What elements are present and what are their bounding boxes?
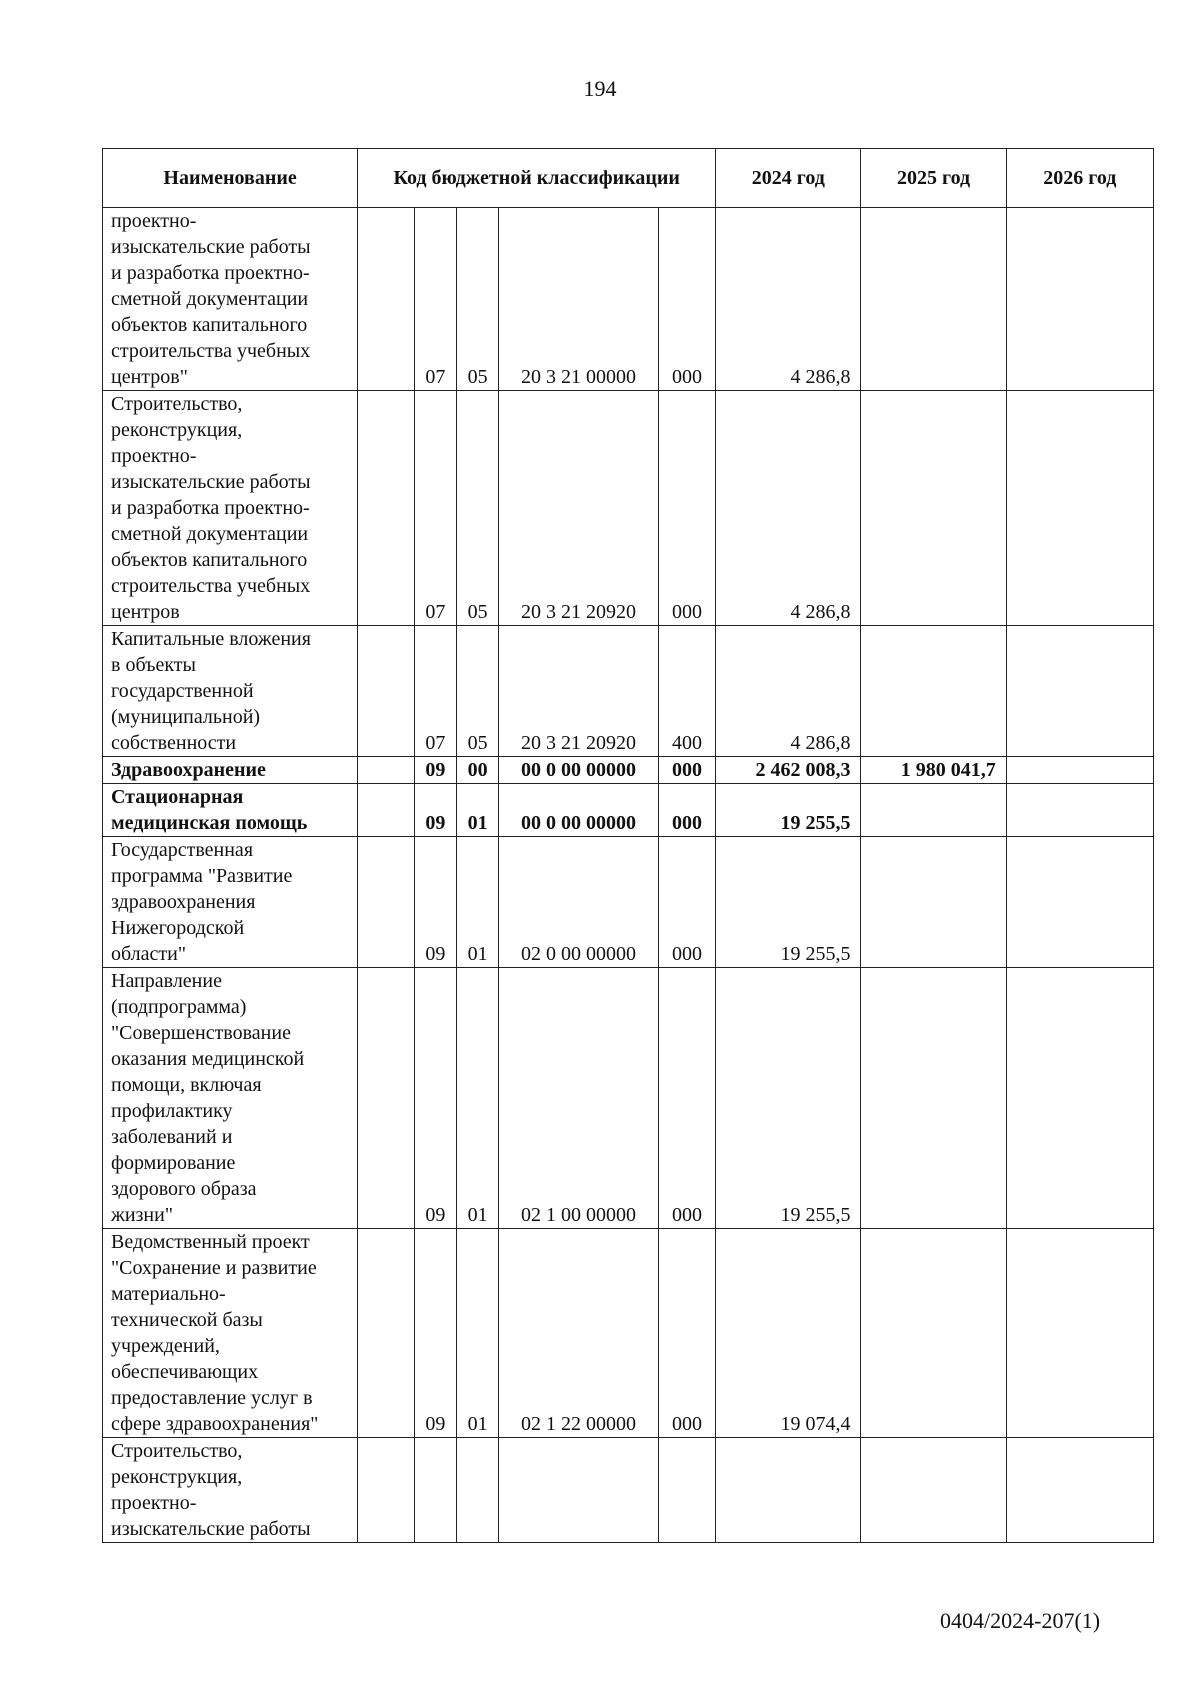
header-2026: 2026 год [1006, 149, 1153, 208]
value-2025 [861, 968, 1006, 1229]
value-2024: 4 286,8 [716, 626, 861, 757]
code-target-article [499, 1438, 658, 1543]
value-2024: 19 074,4 [716, 1229, 861, 1438]
table-header-row [103, 149, 1154, 208]
row-name: проектно- изыскательские работы и разработка проектно- сметной документации объектов капитального строительства учебных центров" [103, 208, 358, 391]
table-row [103, 391, 1154, 626]
row-name: Капитальные вложения в объекты государственной (муниципальной) собственности [103, 626, 358, 757]
code-section: 07 [414, 626, 456, 757]
code-expense-type [658, 1438, 716, 1543]
code-target-article: 20 3 21 20920 [499, 391, 658, 626]
value-2026 [1006, 208, 1153, 391]
code-target-article: 00 0 00 00000 [499, 757, 658, 784]
code-section [414, 1438, 456, 1543]
code-part-1 [358, 968, 414, 1229]
value-2024: 19 255,5 [716, 784, 861, 837]
value-2026 [1006, 1229, 1153, 1438]
value-2024 [716, 1438, 861, 1543]
value-2025 [861, 391, 1006, 626]
code-expense-type: 000 [658, 391, 716, 626]
code-subsection: 01 [457, 968, 499, 1229]
code-section: 07 [414, 391, 456, 626]
code-part-1 [358, 1438, 414, 1543]
value-2026 [1006, 837, 1153, 968]
value-2024: 19 255,5 [716, 837, 861, 968]
value-2026 [1006, 1438, 1153, 1543]
code-expense-type: 000 [658, 968, 716, 1229]
code-expense-type: 400 [658, 626, 716, 757]
code-part-1 [358, 208, 414, 391]
table-row [103, 837, 1154, 968]
code-part-1 [358, 391, 414, 626]
code-subsection: 05 [457, 208, 499, 391]
table-row [103, 208, 1154, 391]
code-target-article: 20 3 21 20920 [499, 626, 658, 757]
value-2026 [1006, 391, 1153, 626]
value-2024: 4 286,8 [716, 208, 861, 391]
value-2025 [861, 208, 1006, 391]
table-body [103, 208, 1154, 1543]
code-subsection: 01 [457, 837, 499, 968]
code-section: 07 [414, 208, 456, 391]
code-part-1 [358, 1229, 414, 1438]
header-name: Наименование [103, 149, 358, 208]
code-target-article: 02 1 00 00000 [499, 968, 658, 1229]
value-2025 [861, 1229, 1006, 1438]
code-target-article: 02 1 22 00000 [499, 1229, 658, 1438]
code-expense-type: 000 [658, 784, 716, 837]
header-code: Код бюджетной классификации [358, 149, 716, 208]
value-2025 [861, 784, 1006, 837]
code-subsection: 01 [457, 784, 499, 837]
code-subsection: 05 [457, 626, 499, 757]
table-row [103, 968, 1154, 1229]
value-2024: 2 462 008,3 [716, 757, 861, 784]
table-row [103, 1229, 1154, 1438]
value-2026 [1006, 784, 1153, 837]
table-row [103, 1438, 1154, 1543]
row-name: Государственная программа "Развитие здравоохранения Нижегородской области" [103, 837, 358, 968]
table-row [103, 784, 1154, 837]
value-2024: 4 286,8 [716, 391, 861, 626]
code-part-1 [358, 784, 414, 837]
code-subsection [457, 1438, 499, 1543]
row-name: Строительство, реконструкция, проектно- изыскательские работы и разработка проектно- сметной документации объектов капитального строительства учебных центров [103, 391, 358, 626]
header-2024: 2024 год [716, 149, 861, 208]
code-part-1 [358, 757, 414, 784]
table-row [103, 757, 1154, 784]
value-2026 [1006, 626, 1153, 757]
code-subsection: 00 [457, 757, 499, 784]
code-target-article: 20 3 21 00000 [499, 208, 658, 391]
code-expense-type: 000 [658, 837, 716, 968]
value-2025 [861, 837, 1006, 968]
value-2026 [1006, 968, 1153, 1229]
document-id: 0404/2024-207(1) [940, 1608, 1101, 1633]
value-2024: 19 255,5 [716, 968, 861, 1229]
code-section: 09 [414, 757, 456, 784]
code-target-article: 02 0 00 00000 [499, 837, 658, 968]
code-part-1 [358, 626, 414, 757]
code-subsection: 05 [457, 391, 499, 626]
code-target-article: 00 0 00 00000 [499, 784, 658, 837]
code-section: 09 [414, 1229, 456, 1438]
code-part-1 [358, 837, 414, 968]
row-name: Здравоохранение [103, 757, 358, 784]
header-2025: 2025 год [861, 149, 1006, 208]
table-row [103, 626, 1154, 757]
value-2025 [861, 1438, 1006, 1543]
row-name: Ведомственный проект "Сохранение и развитие материально- технической базы учреждений, обеспечивающих предоставление услуг в сфере здравоохранения" [103, 1229, 358, 1438]
code-expense-type: 000 [658, 757, 716, 784]
code-subsection: 01 [457, 1229, 499, 1438]
budget-table [102, 148, 1154, 1543]
row-name: Направление (подпрограмма) "Совершенствование оказания медицинской помощи, включая профилактику заболеваний и формирование здорового образа жизни" [103, 968, 358, 1229]
code-section: 09 [414, 968, 456, 1229]
code-section: 09 [414, 837, 456, 968]
page-number: 194 [583, 76, 617, 101]
value-2025 [861, 626, 1006, 757]
value-2025: 1 980 041,7 [861, 757, 1006, 784]
value-2026 [1006, 757, 1153, 784]
code-expense-type: 000 [658, 1229, 716, 1438]
row-name: Стационарная медицинская помощь [103, 784, 358, 837]
code-section: 09 [414, 784, 456, 837]
code-expense-type: 000 [658, 208, 716, 391]
row-name: Строительство, реконструкция, проектно- изыскательские работы [103, 1438, 358, 1543]
